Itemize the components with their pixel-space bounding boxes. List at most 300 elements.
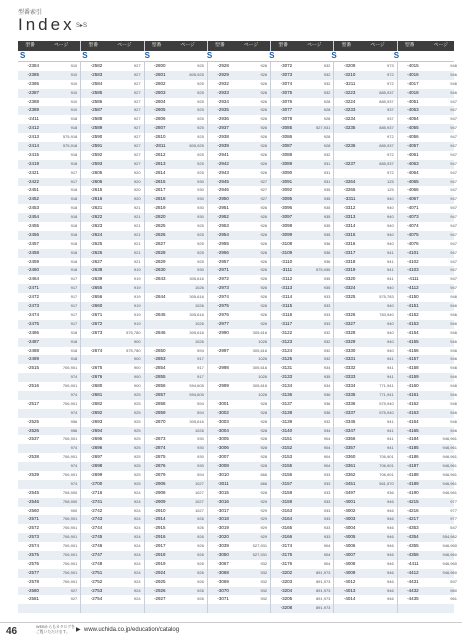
model-code: -2925 [154, 578, 166, 584]
page-ref: 930 [197, 436, 204, 442]
model-code: -3115 [280, 303, 293, 309]
model-code: -4102 [407, 258, 419, 264]
model-code: -2909 [154, 498, 166, 504]
page-ref: 933 [323, 498, 331, 504]
index-entry [145, 427, 208, 436]
page-ref: 917 [70, 178, 78, 184]
page-ref: 666 [260, 471, 268, 477]
page-ref: 561,570 [379, 480, 394, 486]
page-ref: 771,941 [379, 391, 394, 397]
index-entry [208, 427, 271, 436]
model-code: -2593 [90, 160, 103, 166]
header-code-label: 型番 [278, 43, 288, 48]
index-entry [81, 302, 144, 311]
page-ref: 947 [450, 187, 457, 193]
page-ref: 926 [197, 560, 204, 566]
page-ref: 554,982 [442, 534, 457, 540]
page-ref: 974 [70, 445, 78, 451]
model-code: -2415 [27, 151, 39, 157]
index-entry [271, 275, 334, 284]
model-code: -2388 [27, 98, 39, 104]
model-code: -3328 [343, 329, 356, 335]
model-code: -2971 [217, 267, 229, 273]
index-entry [398, 569, 460, 578]
table-row [18, 560, 457, 569]
page-ref: 974 [70, 409, 78, 415]
page-ref: 928 [323, 107, 331, 113]
index-entry [208, 542, 271, 551]
table-row [18, 213, 457, 222]
table-row [18, 569, 457, 578]
model-code: -2915 [154, 525, 166, 531]
model-code: -2876 [154, 463, 166, 469]
model-code: -2473 [27, 303, 39, 309]
index-entry [145, 382, 208, 391]
model-code: -4012 [343, 578, 356, 584]
index-entry [81, 569, 144, 578]
page-ref: 946,960 [442, 569, 457, 575]
index-entry [271, 542, 334, 551]
index-entry [208, 569, 271, 578]
page-ref: 946 [387, 525, 394, 531]
index-entry [271, 302, 334, 311]
model-code: -4156 [407, 347, 419, 353]
model-code: -3018 [217, 516, 229, 522]
index-entry [271, 284, 334, 293]
index-entry [334, 569, 397, 578]
model-code: -4076 [407, 240, 419, 246]
page-ref: 940 [387, 329, 394, 335]
page-ref: 933 [323, 294, 331, 300]
index-entry [81, 231, 144, 240]
index-entry [18, 533, 81, 542]
index-entry [145, 249, 208, 258]
table-row [18, 195, 457, 204]
model-code: -3011 [217, 480, 229, 486]
model-code: -4018 [407, 89, 419, 95]
index-entry [81, 115, 144, 124]
index-entry [145, 364, 208, 373]
page-ref: 940 [387, 320, 394, 326]
index-entry [81, 427, 144, 436]
model-code: -2578 [27, 578, 39, 584]
model-code [145, 338, 169, 347]
index-entry [18, 604, 81, 613]
table-row [18, 240, 457, 249]
model-code: -2916 [154, 534, 166, 540]
index-entry [271, 373, 334, 382]
table-row [18, 462, 457, 471]
model-code: -2812 [154, 151, 166, 157]
model-code: -2385 [27, 71, 39, 77]
index-entry [145, 489, 208, 498]
index-entry [145, 284, 208, 293]
model-code: -2460 [27, 267, 39, 273]
index-entry [334, 382, 397, 391]
index-entry [81, 471, 144, 480]
model-code: -3210 [343, 71, 356, 77]
index-entry [271, 320, 334, 329]
model-code: -2974 [217, 294, 229, 300]
index-entry [18, 106, 81, 115]
page-ref: 946 [450, 374, 457, 380]
model-code [208, 391, 232, 400]
page-ref: 932 [323, 356, 331, 362]
index-entry [18, 115, 81, 124]
index-entry [271, 515, 334, 524]
page-ref: 917 [197, 356, 204, 362]
index-entry [334, 258, 397, 267]
model-code: -2746 [90, 543, 103, 549]
model-code: -2751 [90, 569, 103, 575]
page-ref: 924 [133, 551, 141, 557]
model-code: -3334 [343, 383, 356, 389]
header-code-label: 型番 [25, 43, 35, 48]
model-code: -2926 [154, 587, 166, 593]
page-ref: 924 [133, 489, 141, 495]
model-code: -2806 [154, 116, 166, 122]
model-code [81, 604, 105, 613]
index-entry [398, 195, 460, 204]
page-ref: 936 [323, 240, 331, 246]
index-entry [398, 444, 460, 453]
index-entry [398, 364, 460, 373]
model-code: -2655 [90, 285, 103, 291]
page-ref: 706,901 [62, 560, 78, 566]
model-code: -3122 [280, 329, 293, 335]
page-ref: 900 [133, 365, 141, 371]
model-code: -3075 [280, 89, 293, 95]
page-ref: 706,901 [62, 551, 78, 557]
index-entry [271, 364, 334, 373]
index-entry [145, 400, 208, 409]
model-code: -2616 [90, 196, 103, 202]
header-group [334, 41, 397, 51]
model-code: -3068 [217, 569, 229, 575]
index-entry [271, 293, 334, 302]
model-code: -2577 [27, 569, 39, 575]
page-ref: 925 [197, 63, 204, 68]
table-row [18, 266, 457, 275]
page-ref [422, 604, 460, 613]
page-ref: 1026 [194, 285, 204, 291]
index-entry [271, 169, 334, 178]
page-ref: 927 [133, 63, 141, 68]
page-ref: 936 [323, 409, 331, 415]
page-ref: 917 [70, 294, 78, 300]
index-entry [81, 71, 144, 80]
page-ref: 947 [450, 125, 457, 131]
model-code: -4216 [407, 507, 419, 513]
index-entry [81, 542, 144, 551]
page-ref: 935 [323, 196, 331, 202]
index-entry [81, 533, 144, 542]
model-code: -3320 [343, 276, 356, 282]
model-code: -3091 [280, 178, 293, 184]
model-code: -2742 [90, 507, 103, 513]
page-ref: 925 [197, 116, 204, 122]
model-code: -2675 [90, 365, 103, 371]
table-row [18, 382, 457, 391]
model-code: -2716 [90, 489, 103, 495]
page-ref: 946,961 [442, 480, 457, 486]
table-row [18, 373, 457, 382]
page-ref: 941 [387, 436, 394, 442]
index-entry [208, 471, 271, 480]
page-ref: 933 [323, 534, 331, 540]
model-code: -3356 [343, 436, 356, 442]
index-entry [208, 551, 271, 560]
index-entry [208, 204, 271, 213]
model-code: -2803 [154, 89, 166, 95]
index-entry [334, 400, 397, 409]
model-code: -4188 [407, 471, 419, 477]
model-code: -2743 [90, 516, 103, 522]
model-code [334, 169, 358, 178]
model-code [334, 133, 358, 142]
index-entry [81, 178, 144, 187]
page-ref: 947 [450, 258, 457, 264]
model-code: -2805 [154, 107, 166, 113]
model-code: -2939 [217, 143, 229, 149]
model-code: -2585 [90, 89, 103, 95]
model-code: -3331 [343, 356, 356, 362]
model-code: -3317 [343, 249, 356, 255]
page-ref: 935 [323, 285, 331, 291]
model-code: -4155 [407, 338, 419, 344]
model-code: -2998 [217, 365, 229, 371]
index-entry [398, 595, 460, 604]
model-code: -3329 [343, 338, 356, 344]
index-entry [398, 542, 460, 551]
table-row [18, 444, 457, 453]
page-ref: 706,901 [379, 471, 394, 477]
page-ref: 946 [450, 80, 457, 86]
index-entry [145, 578, 208, 587]
header-code-label: 型番 [341, 43, 352, 48]
model-code: -2815 [154, 178, 166, 184]
index-entry [271, 151, 334, 160]
page-ref: 910 [70, 63, 78, 68]
index-entry [208, 186, 271, 195]
model-code: -4111 [407, 276, 419, 282]
model-code: -4356 [407, 551, 419, 557]
model-code: -3312 [343, 205, 356, 211]
model-code: -2918 [154, 551, 166, 557]
model-code: -3204 [280, 587, 293, 593]
page-ref: 946 [387, 507, 394, 513]
index-entry [334, 364, 397, 373]
model-code: -2917 [154, 543, 166, 549]
page-ref: 935 [323, 187, 331, 193]
model-code: -3137 [280, 400, 293, 406]
index-entry [334, 204, 397, 213]
index-entry [18, 391, 81, 400]
model-code: -2539 [27, 471, 39, 477]
index-entry [271, 80, 334, 89]
model-code: -3166 [280, 534, 293, 540]
model-code: -2681 [90, 391, 103, 397]
page-ref: 927 [260, 187, 268, 193]
page-ref: 1027 [194, 507, 204, 513]
page-ref: 932 [323, 89, 331, 95]
index-entry [398, 98, 460, 107]
index-entry [334, 542, 397, 551]
model-code: -2694 [90, 427, 103, 433]
page-ref: 1026 [194, 427, 204, 433]
index-entry [271, 507, 334, 516]
index-entry [398, 213, 460, 222]
page-ref: 918 [70, 214, 78, 220]
page-ref: 947 [450, 205, 457, 211]
index-entry [18, 587, 81, 596]
page-ref: 1027 [194, 498, 204, 504]
page-ref: 926 [197, 578, 204, 584]
page-ref: 947 [450, 214, 457, 220]
page-ref: 925 [133, 454, 141, 460]
page-ref: 932 [260, 587, 268, 593]
page-ref: 927 [260, 196, 268, 202]
model-code: -2826 [154, 231, 166, 237]
index-entry [398, 480, 460, 489]
model-code: -3111 [281, 267, 293, 273]
page-ref: 919 [133, 276, 141, 282]
index-entry [145, 347, 208, 356]
page-ref: 1026 [258, 374, 268, 380]
index-entry [334, 240, 397, 249]
table-row [18, 587, 457, 596]
page-ref: 946 [450, 427, 457, 433]
model-code: -3017 [217, 507, 229, 513]
model-code: -2748 [90, 560, 103, 566]
model-code: -3096 [280, 205, 293, 211]
page-ref: 918 [70, 249, 78, 255]
table-row [18, 498, 457, 507]
page-ref: 931 [323, 160, 331, 166]
model-code: -4164 [407, 418, 419, 424]
index-entry [334, 524, 397, 533]
footer-divider [0, 622, 462, 623]
page-ref: 933 [323, 320, 331, 326]
table-row [18, 524, 457, 533]
index-entry [81, 409, 144, 418]
page-ref: 925 [133, 427, 141, 433]
page-ref: 929 [260, 507, 268, 513]
model-code: -4435 [407, 596, 419, 602]
model-code: -3335 [343, 391, 356, 397]
model-code: -2625 [90, 240, 103, 246]
model-code: -2846 [154, 329, 166, 335]
model-code [145, 427, 169, 436]
index-entry [81, 62, 144, 71]
index-entry [81, 106, 144, 115]
index-entry [18, 142, 81, 151]
page-ref: 924 [133, 525, 141, 531]
index-entry [208, 249, 271, 258]
page-ref: 919 [133, 311, 141, 317]
model-code: -2656 [90, 294, 103, 300]
index-entry [334, 462, 397, 471]
model-code: -3095 [280, 196, 293, 202]
index-entry [208, 391, 271, 400]
index-entry [398, 462, 460, 471]
model-code: -2999 [217, 383, 229, 389]
page-ref: 926 [260, 223, 268, 229]
model-code: -2697 [90, 454, 103, 460]
index-entry [398, 578, 460, 587]
index-entry [271, 604, 334, 613]
index-entry [81, 284, 144, 293]
section-letter: S [393, 51, 400, 60]
page-ref: 771,941 [379, 383, 394, 389]
index-entry [334, 533, 397, 542]
model-code: -2827 [154, 240, 166, 246]
page-ref: 929 [260, 525, 268, 531]
page-ref: 708,900 [62, 489, 78, 495]
index-entry [271, 471, 334, 480]
index-entry [208, 142, 271, 151]
index-entry [398, 453, 460, 462]
model-code: -2807 [154, 125, 166, 131]
table-body [18, 62, 457, 613]
page-ref: 527,931 [315, 125, 331, 131]
model-code: -2621 [90, 205, 103, 211]
page-ref: 885,937 [379, 89, 394, 95]
index-entry [18, 595, 81, 604]
model-code: -2818 [154, 196, 166, 202]
page-ref: 594 [197, 347, 204, 353]
page-ref: 941 [387, 374, 394, 380]
model-code: -4006 [343, 543, 356, 549]
page-ref: 932 [323, 347, 331, 353]
index-entry [18, 98, 81, 107]
model-code: -3327 [343, 320, 356, 326]
model-code: -4431 [407, 578, 419, 584]
index-entry [271, 329, 334, 338]
index-entry [398, 338, 460, 347]
index-entry [145, 71, 208, 80]
page-number: 46 [6, 626, 18, 637]
page-ref: 972 [387, 151, 394, 157]
index-entry [334, 480, 397, 489]
index-entry [81, 133, 144, 142]
page-ref: 930 [197, 187, 204, 193]
page-ref: 547 [450, 525, 457, 531]
page-ref: 941 [387, 365, 394, 371]
model-code: -2811 [154, 143, 166, 149]
page-ref: 904 [323, 454, 331, 460]
model-code: -3318 [343, 258, 356, 264]
model-code: -2875 [154, 454, 166, 460]
page-ref: 928 [260, 418, 268, 424]
page-ref: 947 [450, 223, 457, 229]
page-ref: 597 [450, 578, 457, 584]
page-ref: 926 [197, 587, 204, 593]
catalog-link[interactable]: www.uchida.co.jp/education/catalog [84, 627, 180, 633]
index-entry [334, 284, 397, 293]
index-entry [145, 151, 208, 160]
index-entry [18, 355, 81, 364]
page-ref: 885,937 [379, 160, 394, 166]
model-code: -3108 [280, 240, 293, 246]
index-entry [398, 89, 460, 98]
index-entry [145, 62, 208, 71]
table-row [18, 400, 457, 409]
page-ref: 934 [323, 427, 331, 433]
index-entry [18, 186, 81, 195]
model-code: -4112 [407, 285, 419, 291]
page-ref: 805,925 [189, 143, 204, 149]
